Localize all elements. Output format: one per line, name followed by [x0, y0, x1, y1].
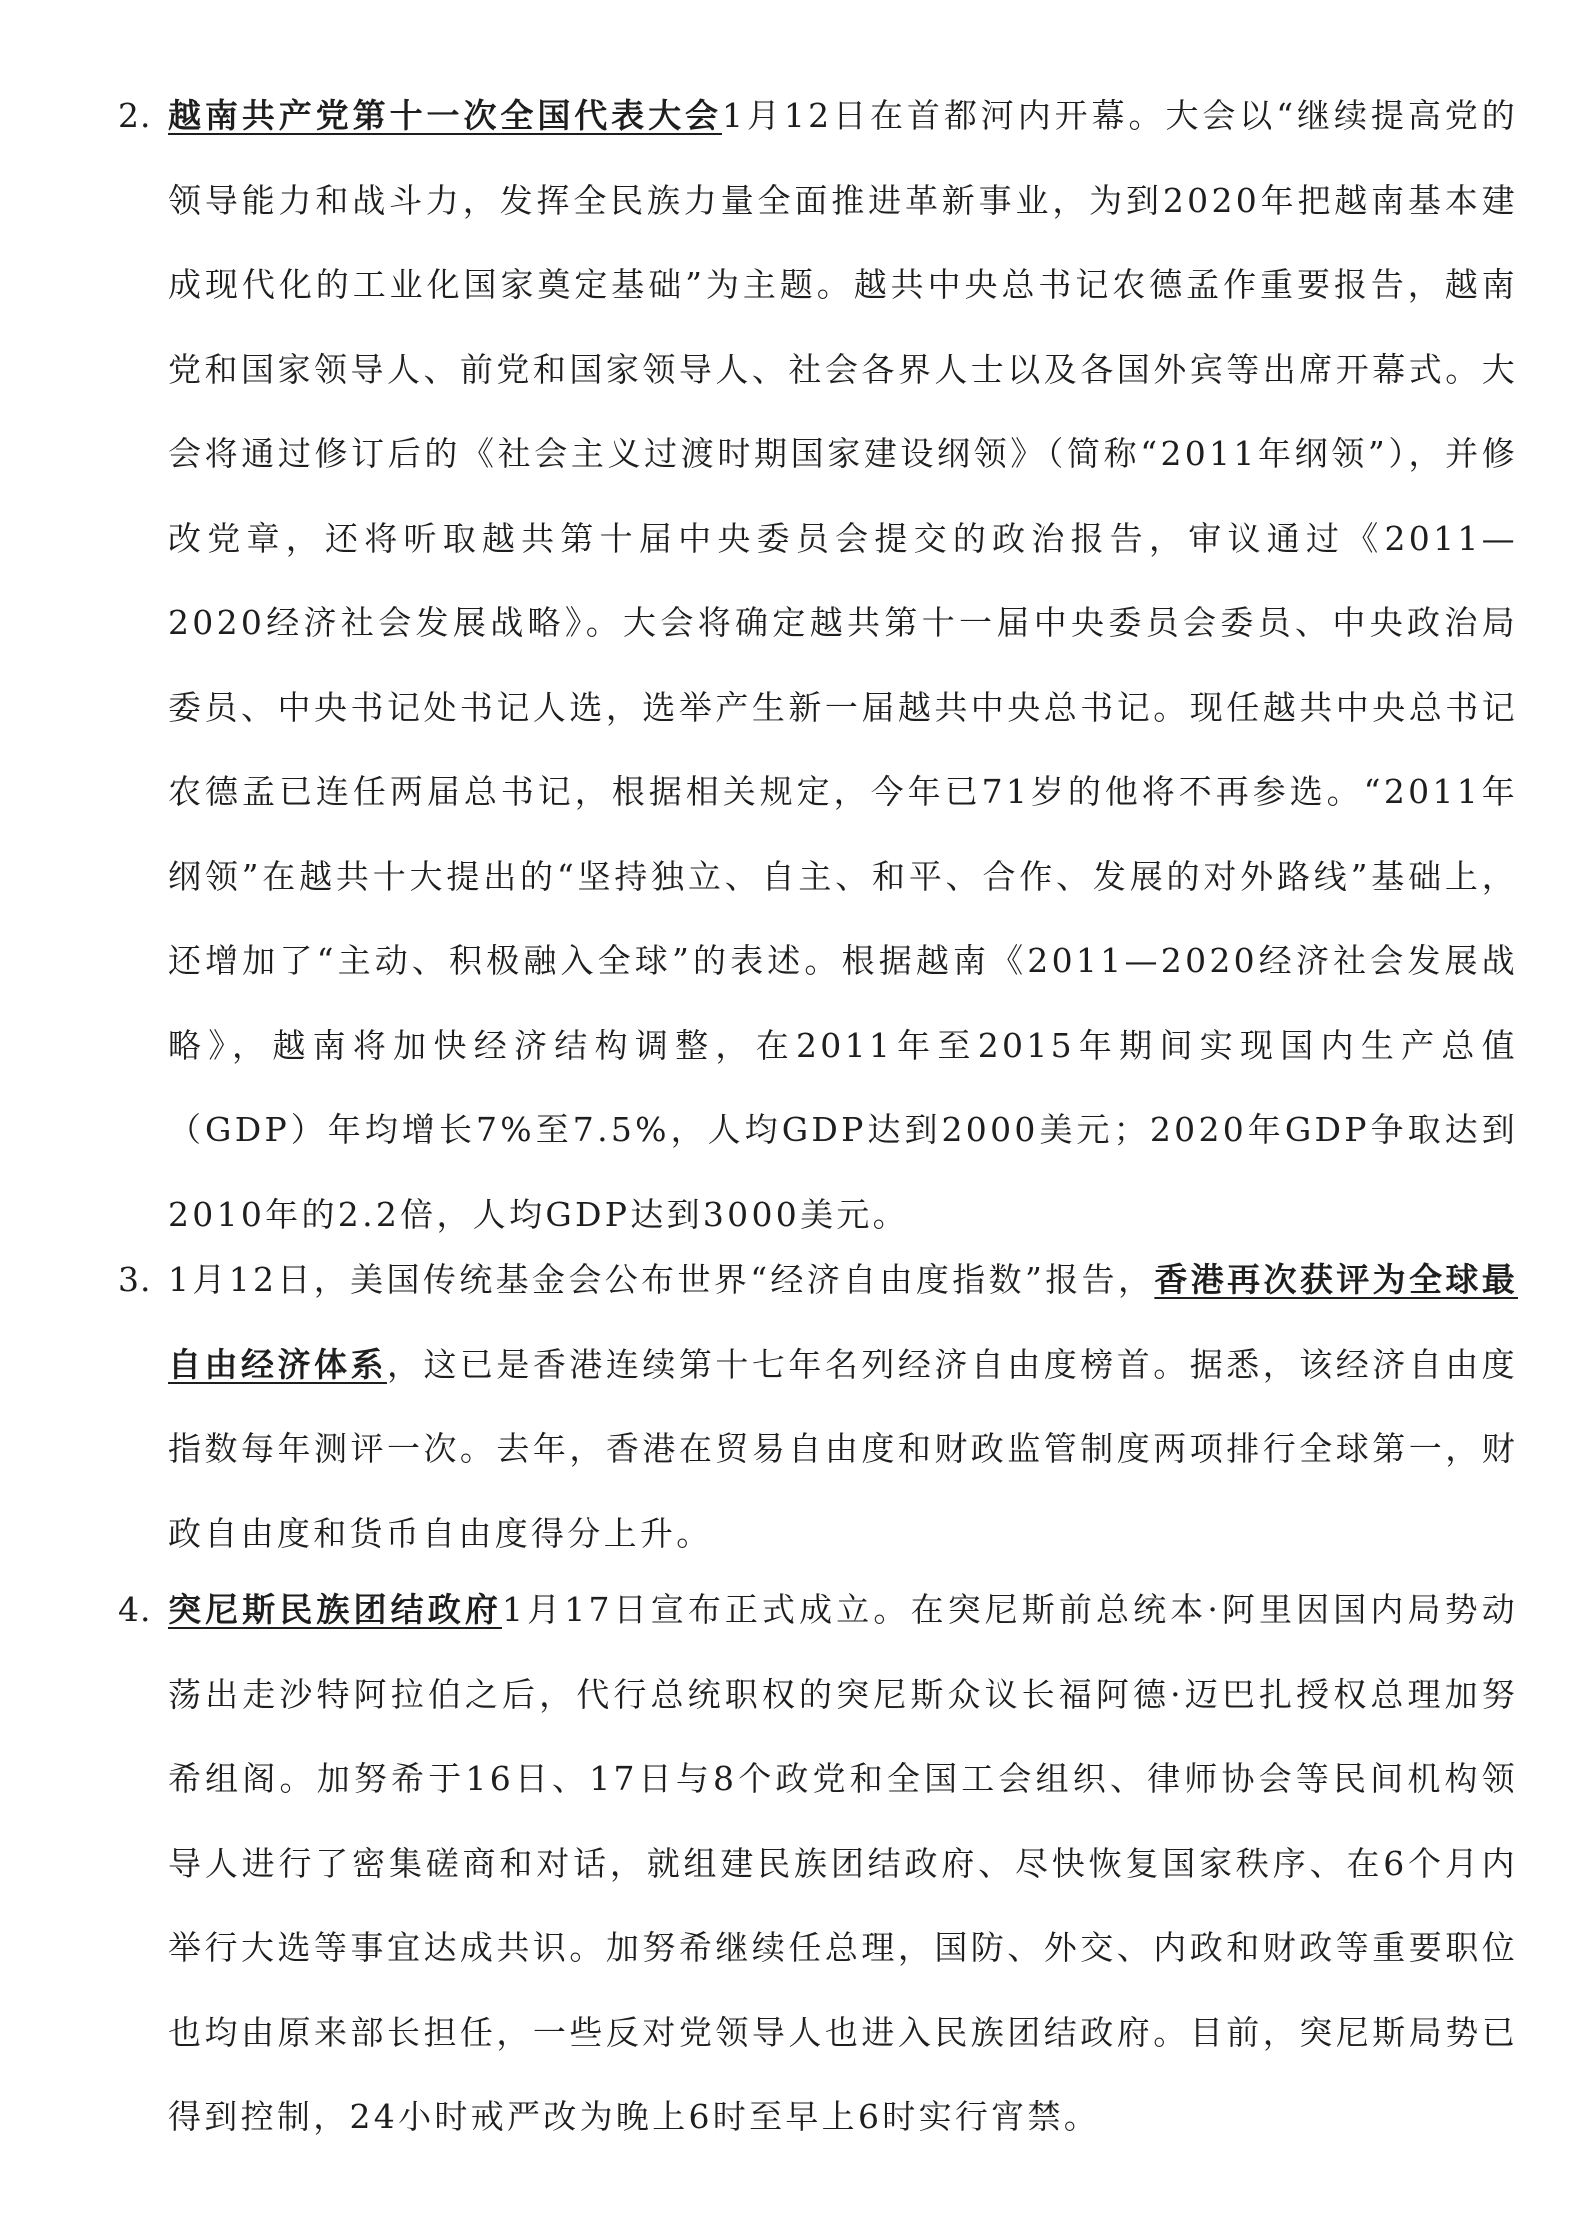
item-body: 1月17日宣布正式成立。在突尼斯前总统本·阿里因国内局势动荡出走沙特阿拉伯之后，代行总统职权的突尼斯众议长福阿德·迈巴扎授权总理加努希组阁。加努希于16日、17日与8个政党和全国工会组织、律师协会等民间机构领导人进行了密集磋商和对话，就组建民族团结政府、尽快恢复国家秩序、在6个月内举行大选等事宜达成共识。加努希继续任总理，国防、外交、内政和财政等重要职位也均由原来部长担任，一些反对党领导人也进入民族团结政府。目前，突尼斯局势已得到控制，24小时戒严改为晚上6时至早上6时实行宵禁。 — [168, 1590, 1518, 2136]
item-number: 4. — [118, 1590, 152, 1629]
news-item-2 — [118, 74, 1518, 1257]
item-paragraph — [168, 74, 1518, 1257]
item-headline: 突尼斯民族团结政府 — [168, 1590, 502, 1629]
item-headline: 越南共产党第十一次全国代表大会 — [168, 96, 722, 135]
news-item-4 — [118, 1568, 1518, 2160]
item-paragraph — [168, 1238, 1518, 1576]
item-number: 2. — [118, 96, 152, 135]
item-body: ，这已是香港连续第十七年名列经济自由度榜首。据悉，该经济自由度指数每年测评一次。去年，香港在贸易自由度和财政监管制度两项排行全球第一，财政自由度和货币自由度得分上升。 — [168, 1344, 1518, 1553]
item-intro: 1月12日，美国传统基金会公布世界“经济自由度指数”报告， — [168, 1260, 1155, 1299]
item-number: 3. — [118, 1260, 152, 1299]
item-body: 1月12日在首都河内开幕。大会以“继续提高党的领导能力和战斗力，发挥全民族力量全面推进革新事业，为到2020年把越南基本建成现代化的工业化国家奠定基础”为主题。越共中央总书记农德孟作重要报告，越南党和国家领导人、前党和国家领导人、社会各界人士以及各国外宾等出席开幕式。大会将通过修订后的《社会主义过渡时期国家建设纲领》（简称“2011年纲领”），并修改党章，还将听取越共第十届中央委员会提交的政治报告，审议通过《2011—2020经济社会发展战略》。大会将确定越共第十一届中央委员会委员、中央政治局委员、中央书记处书记人选，选举产生新一届越共中央总书记。现任越共中央总书记农德孟已连任两届总书记，根据相关规定，今年已71岁的他将不再参选。“2011年纲领”在越共十大提出的“坚持独立、自主、和平、合作、发展的对外路线”基础上，还增加了“主动、积极融入全球”的表述。根据越南《2011—2020经济社会发展战略》，越南将加快经济结构调整，在2011年至2015年期间实现国内生产总值（GDP）年均增长7%至7.5%，人均GDP达到2000美元；2020年GDP争取达到2010年的2.2倍，人均GDP达到3000美元。 — [168, 96, 1519, 1234]
item-paragraph — [168, 1568, 1518, 2160]
news-item-3 — [118, 1238, 1518, 1576]
item-headline: 香港再次获评为全球最自由经济体系 — [168, 1260, 1518, 1384]
